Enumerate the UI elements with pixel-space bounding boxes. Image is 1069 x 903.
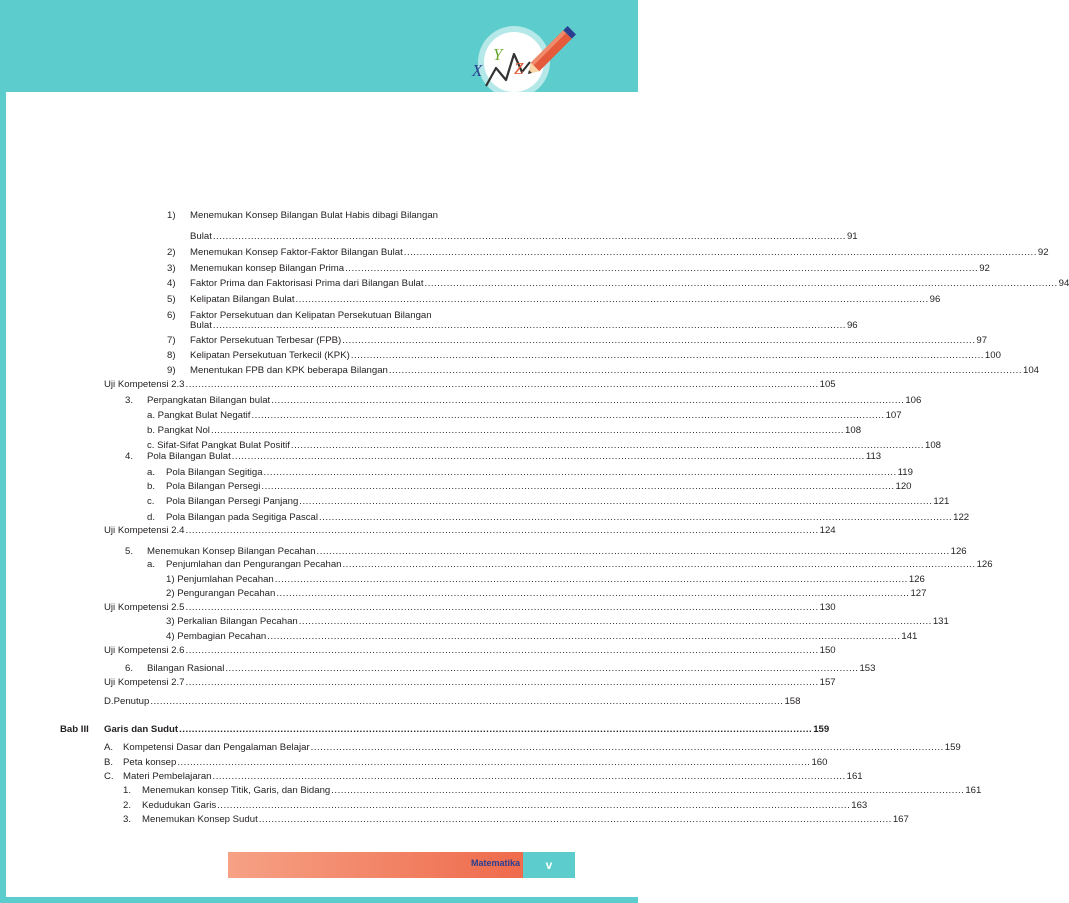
toc-entry-page: 126 (950, 546, 967, 557)
toc-entry-title: 2) Pengurangan Pecahan (166, 588, 276, 599)
toc-entry (0, 644, 836, 658)
toc-entry-page: 113 (865, 451, 882, 462)
toc-entry-title: Menemukan Konsep Bilangan Pecahan (147, 546, 316, 557)
toc-entry (0, 495, 950, 509)
toc-leader-dots: ........................................................................................................................................................................................................ (331, 785, 965, 796)
toc-entry-number: 2) (167, 247, 176, 258)
toc-entry-number: A. (104, 742, 114, 753)
toc-entry-page: 126 (976, 559, 993, 570)
toc-entry-page: 97 (976, 335, 988, 346)
toc-entry-number: 3) (167, 263, 176, 274)
toc-leader-dots: ........................................................................................................................................................................................................ (342, 559, 976, 570)
toc-entry-number: B. (104, 757, 114, 768)
toc-leader-dots: ........................................................................................................................................................................................................ (185, 379, 819, 390)
toc-entry-title: Kelipatan Persekutuan Terkecil (KPK) (190, 350, 350, 361)
toc-leader-dots: ........................................................................................................................................................................................................ (179, 724, 813, 735)
toc-leader-dots: ........................................................................................................................................................................................................ (212, 771, 846, 782)
toc-entry-title: Perpangkatan Bilangan bulat (147, 395, 271, 406)
toc-entry-number: 6. (125, 663, 134, 674)
toc-leader-dots: ........................................................................................................................................................................................................ (299, 496, 933, 507)
toc-entry-title: Menemukan Konsep Sudut (142, 814, 258, 825)
toc-leader-dots: ........................................................................................................................................................................................................ (150, 696, 784, 707)
toc-entry (0, 524, 836, 538)
toc-leader-dots: ........................................................................................................................................................................................................ (350, 350, 984, 361)
toc-entry-page: 92 (1037, 247, 1049, 258)
toc-entry-page: 121 (933, 496, 950, 507)
toc-entry (0, 230, 858, 244)
toc-entry-title: Garis dan Sudut (104, 724, 179, 735)
toc-entry-page: 107 (885, 410, 902, 421)
toc-entry-page: 92 (979, 263, 990, 274)
toc-entry-title: Menemukan Konsep Bilangan Bulat Habis dibagi Bilangan (190, 210, 439, 221)
toc-entry (0, 394, 922, 408)
page-number: v (545, 858, 553, 872)
toc-entry (0, 756, 828, 770)
toc-entry (0, 558, 993, 572)
toc-entry-number: 1. (123, 785, 132, 796)
toc-entry-page: 159 (944, 742, 961, 753)
toc-entry-page: 108 (845, 425, 862, 436)
toc-entry-title: 3) Perkalian Bilangan Pecahan (166, 616, 298, 627)
toc-entry (0, 480, 912, 494)
toc-entry-page: 160 (811, 757, 828, 768)
toc-entry (0, 615, 949, 629)
toc-entry-title: Pola Bilangan Segitiga (166, 467, 263, 478)
toc-entry (0, 378, 836, 392)
toc-entry (0, 630, 918, 644)
toc-entry-number: b. (147, 481, 156, 492)
toc-entry-title: Faktor Prima dan Faktorisasi Prima dari Bilangan Bulat (190, 278, 424, 289)
toc-entry (0, 601, 836, 615)
toc-entry-number: 7) (167, 335, 176, 346)
toc-entry-number: 4. (125, 451, 134, 462)
toc-entry-title: Menemukan Konsep Faktor-Faktor Bilangan Bulat (190, 247, 403, 258)
toc-leader-dots: ........................................................................................................................................................................................................ (271, 395, 905, 406)
toc-entry-page: 105 (819, 379, 836, 390)
toc-entry (0, 741, 961, 755)
toc-entry-page: 159 (813, 724, 830, 735)
toc-entry-page: 161 (846, 771, 863, 782)
toc-entry (0, 319, 858, 333)
toc-entry-page: 108 (925, 440, 942, 451)
bottom-rule (0, 897, 638, 903)
toc-entry-title: Peta konsep (123, 757, 177, 768)
toc-entry (0, 466, 913, 480)
toc-leader-dots: ........................................................................................................................................................................................................ (263, 467, 897, 478)
toc-entry-title: Penjumlahan dan Pengurangan Pecahan (166, 559, 342, 570)
toc-entry-title: b. Pangkat Nol (147, 425, 210, 436)
toc-entry-page: 122 (953, 512, 970, 523)
toc-entry-number: 5. (125, 546, 134, 557)
toc-entry-title: Menemukan konsep Titik, Garis, dan Bidang (142, 785, 331, 796)
toc-entry (0, 573, 925, 587)
toc-entry (0, 424, 862, 438)
toc-entry (0, 695, 801, 709)
footer-subject: Matematika (470, 858, 520, 868)
toc-entry-page: 161 (965, 785, 982, 796)
toc-entry (0, 511, 970, 525)
toc-entry-title: Materi Pembelajaran (123, 771, 212, 782)
toc-entry-title: Pola Bilangan pada Segitiga Pascal (166, 512, 319, 523)
toc-entry-number: 8) (167, 350, 176, 361)
toc-entry-number: a. (147, 467, 156, 478)
toc-entry-title: Pola Bilangan Persegi Panjang (166, 496, 299, 507)
toc-entry-page: 153 (859, 663, 876, 674)
toc-entry-page: 96 (846, 320, 858, 331)
toc-entry-title: 1) Penjumlahan Pecahan (166, 574, 274, 585)
toc-leader-dots: ........................................................................................................................................................................................................ (295, 294, 929, 305)
toc-entry-number: 9) (167, 365, 176, 376)
toc-entry-number: Bab III (60, 724, 89, 735)
toc-entry-page: 167 (892, 814, 909, 825)
toc-leader-dots: ........................................................................................................................................................................................................ (388, 365, 1022, 376)
toc-leader-dots: ........................................................................................................................................................................................................ (261, 481, 895, 492)
toc-entry-page: 141 (901, 631, 918, 642)
toc-leader-dots: ........................................................................................................................................................................................................ (225, 663, 859, 674)
toc-entry (0, 277, 1069, 291)
toc-entry-number: 1) (167, 210, 176, 221)
toc-entry (0, 662, 876, 676)
toc-leader-dots: ........................................................................................................................................................................................................ (185, 525, 819, 536)
toc-entry-page: 150 (819, 645, 836, 656)
toc-entry-number: C. (104, 771, 114, 782)
toc-entry-title: Menemukan konsep Bilangan Prima (190, 263, 345, 274)
toc-leader-dots: ........................................................................................................................................................................................................ (185, 645, 819, 656)
toc-entry-page: 163 (851, 800, 868, 811)
toc-entry (0, 262, 990, 276)
toc-entry-page: 130 (819, 602, 836, 613)
toc-entry-title: c. Sifat-Sifat Pangkat Bulat Positif (147, 440, 290, 451)
toc-leader-dots: ........................................................................................................................................................................................................ (185, 677, 819, 688)
toc-leader-dots: ........................................................................................................................................................................................................ (342, 335, 976, 346)
toc-entry-number: 3. (125, 395, 134, 406)
toc-leader-dots: ........................................................................................................................................................................................................ (217, 800, 851, 811)
logo-letter-y: Y (493, 45, 503, 64)
toc-entry-page: 158 (784, 696, 801, 707)
toc-leader-dots: ........................................................................................................................................................................................................ (267, 631, 901, 642)
toc-leader-dots: ........................................................................................................................................................................................................ (290, 440, 925, 451)
toc-leader-dots: ........................................................................................................................................................................................................ (403, 247, 1037, 258)
toc-entry (0, 676, 836, 690)
toc-entry (0, 293, 941, 307)
toc-leader-dots: ........................................................................................................................................................................................................ (177, 757, 811, 768)
toc-leader-dots: ........................................................................................................................................................................................................ (212, 320, 846, 331)
toc-entry-title: Uji Kompetensi 2.3 (104, 379, 185, 390)
toc-entry (0, 784, 982, 798)
toc-entry-title: Kompetensi Dasar dan Pengalaman Belajar (123, 742, 310, 753)
toc-entry-number: a. (147, 559, 156, 570)
toc-entry (0, 334, 988, 348)
toc-entry (0, 409, 902, 423)
toc-leader-dots: ........................................................................................................................................................................................................ (310, 742, 944, 753)
toc-entry-page: 91 (846, 231, 858, 242)
toc-entry-title: Uji Kompetensi 2.6 (104, 645, 185, 656)
toc-entry-page: 126 (908, 574, 925, 585)
toc-entry (0, 349, 1001, 363)
toc-entry (0, 209, 490, 223)
toc-entry (0, 587, 927, 601)
toc-entry-title: Bulat (190, 320, 212, 331)
toc-entry-number: d. (147, 512, 156, 523)
toc-leader-dots: ........................................................................................................................................................................................................ (298, 616, 932, 627)
toc-leader-dots: ........................................................................................................................................................................................................ (319, 512, 953, 523)
toc-entry-title: Bilangan Rasional (147, 663, 225, 674)
logo-letter-x: X (472, 61, 483, 80)
page-number-badge (523, 852, 575, 878)
toc-entry-title: Kedudukan Garis (142, 800, 217, 811)
toc-leader-dots: ........................................................................................................................................................................................................ (345, 263, 979, 274)
toc-entry (0, 450, 882, 464)
toc-leader-dots: ........................................................................................................................................................................................................ (274, 574, 908, 585)
toc-entry-number: 4) (167, 278, 176, 289)
toc-entry-title: Uji Kompetensi 2.5 (104, 602, 185, 613)
toc-leader-dots: ........................................................................................................................................................................................................ (258, 814, 892, 825)
toc-entry (0, 799, 868, 813)
logo-letter-z: Z (514, 59, 524, 78)
toc-entry-number: c. (147, 496, 155, 507)
toc-entry-page: 106 (905, 395, 922, 406)
toc-entry (0, 545, 967, 559)
toc-entry-page: 100 (984, 350, 1001, 361)
toc-entry-page: 124 (819, 525, 836, 536)
toc-entry-title: Uji Kompetensi 2.7 (104, 677, 185, 688)
toc-entry-page: 104 (1022, 365, 1039, 376)
toc-entry-page: 157 (819, 677, 836, 688)
toc-entry-number: 5) (167, 294, 176, 305)
toc-entry (0, 364, 1039, 378)
footer-bar (228, 852, 526, 878)
toc-entry-page: 131 (932, 616, 949, 627)
toc-leader-dots: ........................................................................................................................................................................................................ (212, 231, 846, 242)
toc-entry (0, 813, 909, 827)
toc-entry-number: 3. (123, 814, 132, 825)
toc-entry-title: Bulat (190, 231, 212, 242)
toc-entry-title: Faktor Persekutuan dan Kelipatan Persekutuan Bilangan (190, 310, 432, 321)
toc-leader-dots: ........................................................................................................................................................................................................ (210, 425, 845, 436)
toc-leader-dots: ........................................................................................................................................................................................................ (316, 546, 950, 557)
toc-entry-title: Faktor Persekutuan Terbesar (FPB) (190, 335, 342, 346)
toc-entry (0, 246, 1049, 260)
toc-entry-page: 94 (1058, 278, 1069, 289)
toc-entry (0, 723, 830, 737)
toc-leader-dots: ........................................................................................................................................................................................................ (251, 410, 885, 421)
toc-entry-title: Pola Bilangan Bulat (147, 451, 231, 462)
toc-leader-dots: ........................................................................................................................................................................................................ (231, 451, 865, 462)
toc-entry-number: 6) (167, 310, 176, 321)
toc-entry-title: Uji Kompetensi 2.4 (104, 525, 185, 536)
toc-entry (0, 770, 863, 784)
toc-entry-page: 120 (895, 481, 912, 492)
toc-leader-dots: ........................................................................................................................................................................................................ (424, 278, 1058, 289)
toc-leader-dots: ........................................................................................................................................................................................................ (276, 588, 910, 599)
toc-entry-title: 4) Pembagian Pecahan (166, 631, 267, 642)
toc-entry-number: 2. (123, 800, 132, 811)
toc-entry-title: D.Penutup (104, 696, 150, 707)
toc-entry-page: 96 (929, 294, 941, 305)
toc-entry-title: Pola Bilangan Persegi (166, 481, 261, 492)
toc-entry-page: 119 (897, 467, 913, 478)
toc-entry-page: 127 (910, 588, 927, 599)
toc-leader-dots: ........................................................................................................................................................................................................ (185, 602, 819, 613)
toc-entry-title: Kelipatan Bilangan Bulat (190, 294, 295, 305)
toc-entry-title: Menentukan FPB dan KPK beberapa Bilangan (190, 365, 388, 376)
toc-entry-title: a. Pangkat Bulat Negatif (147, 410, 251, 421)
